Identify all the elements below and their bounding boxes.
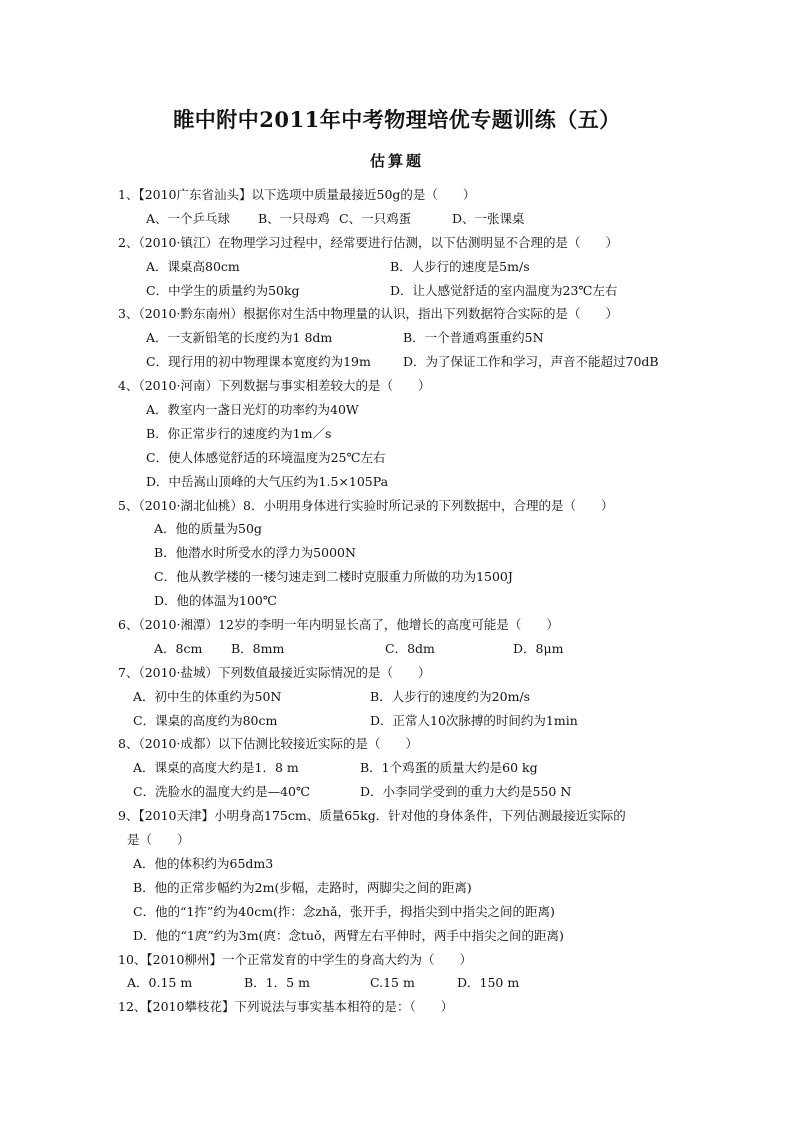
option-row bbox=[0, 326, 794, 350]
option-row bbox=[0, 900, 794, 924]
option-b: B、一只母鸡 bbox=[258, 210, 330, 226]
option-c: C．中学生的质量约为50kg bbox=[146, 282, 300, 298]
option-b: B．你正常步行的速度约为1m／s bbox=[146, 425, 332, 441]
option-row bbox=[0, 756, 794, 780]
option-row bbox=[0, 470, 794, 494]
option-b: B．人步行的速度约为20m/s bbox=[370, 688, 531, 704]
option-d: D．中岳嵩山顶峰的大气压约为1.5×105Pa bbox=[146, 473, 389, 489]
option-d: D．他的体温为100℃ bbox=[154, 593, 277, 609]
option-row bbox=[0, 924, 794, 948]
option-a: A、一个乒乓球 bbox=[146, 210, 231, 226]
option-d: D．他的“1庹”约为3m(庹：念tuǒ，两臂左右平伸时，两手中指尖之间的距离) bbox=[133, 927, 564, 943]
question-stem: 7、（2010·盐城）下列数值最接近实际情况的是（ ） bbox=[118, 664, 431, 680]
option-b: B．他潜水时所受水的浮力为5000N bbox=[154, 545, 356, 561]
question-10 bbox=[0, 948, 794, 972]
question-7 bbox=[0, 661, 794, 685]
question-list bbox=[0, 183, 794, 1019]
question-stem: 9、【2010天津】小明身高175cm、质量65kg．针对他的身体条件，下列估测最接近实际的 bbox=[118, 808, 626, 824]
option-c: C．8dm bbox=[385, 640, 435, 656]
option-row bbox=[0, 350, 794, 374]
question-5 bbox=[0, 494, 794, 518]
question-8 bbox=[0, 732, 794, 756]
option-b: B．一个普通鸡蛋重约5N bbox=[403, 330, 544, 346]
option-a: A．他的质量为50g bbox=[154, 521, 262, 537]
option-d: D．150 m bbox=[457, 975, 520, 991]
question-6 bbox=[0, 613, 794, 637]
option-row bbox=[0, 279, 794, 303]
option-d: D．让人感觉舒适的室内温度为23℃左右 bbox=[390, 282, 618, 298]
option-c: C．使人体感觉舒适的环境温度为25℃左右 bbox=[146, 449, 386, 465]
option-c: C．他的“1拃”约为40cm(拃：念zhǎ，张开手，拇指尖到中指尖之间的距离) bbox=[133, 903, 555, 919]
option-row bbox=[0, 517, 794, 541]
option-a: A．课桌的高度大约是1．8 m bbox=[133, 760, 299, 776]
option-row bbox=[0, 637, 794, 661]
option-row bbox=[0, 398, 794, 422]
option-c: C．他从教学楼的一楼匀速走到二楼时克服重力所做的功为1500J bbox=[154, 569, 513, 585]
page-title: 睢中附中2011年中考物理培优专题训练（五） bbox=[173, 107, 621, 132]
option-a: A．8cm bbox=[154, 640, 203, 656]
option-a: A．课桌高80cm bbox=[146, 258, 240, 274]
question-4 bbox=[0, 374, 794, 398]
option-row bbox=[0, 780, 794, 804]
question-stem: 2、（2010·镇江）在物理学习过程中，经常要进行估测，以下估测明显不合理的是（ ） bbox=[118, 234, 618, 250]
option-row bbox=[0, 446, 794, 470]
option-a: A．他的体积约为65dm3 bbox=[133, 855, 274, 871]
option-row bbox=[0, 565, 794, 589]
option-c: C．课桌的高度约为80cm bbox=[133, 712, 278, 728]
question-stem: 10、【2010柳州】一个正常发育的中学生的身高大约为（ ） bbox=[118, 951, 472, 967]
question-1 bbox=[0, 183, 794, 207]
option-row bbox=[0, 589, 794, 613]
option-a: A．0.15 m bbox=[127, 975, 193, 991]
option-b: B．他的正常步幅约为2m(步幅，走路时，两脚尖之间的距离) bbox=[133, 879, 472, 895]
option-b: B．人步行的速度是5m/s bbox=[390, 258, 530, 274]
question-stem: 是（ ） bbox=[127, 832, 190, 848]
option-row bbox=[0, 422, 794, 446]
question-stem: 6、（2010·湘潭）12岁的李明一年内明显长高了，他增长的高度可能是（ ） bbox=[118, 617, 559, 633]
section-subtitle: 估算题 bbox=[369, 152, 424, 170]
option-a: A．一支新铅笔的长度约为1 8dm bbox=[146, 330, 333, 346]
option-row bbox=[0, 852, 794, 876]
option-row bbox=[0, 207, 794, 231]
question-stem: 3、（2010·黔东南州）根据你对生活中物理量的认识，指出下列数据符合实际的是（ ） bbox=[118, 306, 618, 322]
option-d: D．8μm bbox=[513, 640, 564, 656]
option-d: D．小李同学受到的重力大约是550 N bbox=[360, 784, 572, 800]
option-c: C．洗脸水的温度大约是—40℃ bbox=[133, 784, 310, 800]
option-c: C．现行用的初中物理课本宽度约为19m bbox=[146, 354, 371, 370]
option-row bbox=[0, 255, 794, 279]
question-2 bbox=[0, 231, 794, 255]
question-stem: 4、（2010·河南）下列数据与事实相差较大的是（ ） bbox=[118, 378, 431, 394]
option-row bbox=[0, 876, 794, 900]
option-d: D、一张课桌 bbox=[452, 210, 525, 226]
question-stem-continued bbox=[0, 828, 794, 852]
option-b: B．8mm bbox=[231, 640, 285, 656]
option-a: A．初中生的体重约为50N bbox=[133, 688, 282, 704]
question-3 bbox=[0, 302, 794, 326]
option-d: D．正常人10次脉搏的时间约为1min bbox=[370, 712, 578, 728]
option-c: C、一只鸡蛋 bbox=[339, 210, 412, 226]
option-c: C.15 m bbox=[370, 975, 415, 991]
option-a: A．教室内一盏日光灯的功率约为40W bbox=[146, 402, 359, 418]
option-row bbox=[0, 971, 794, 995]
question-stem: 12、【2010攀枝花】下列说法与事实基本相符的是：（ ） bbox=[118, 999, 454, 1015]
question-stem: 5、（2010·湖北仙桃）8．小明用身体进行实验时所记录的下列数据中，合理的是（ ） bbox=[118, 497, 614, 513]
question-stem: 8、（2010·成都）以下估测比较接近实际的是（ ） bbox=[118, 736, 418, 752]
option-d: D．为了保证工作和学习，声音不能超过70dB bbox=[403, 354, 659, 370]
option-row bbox=[0, 541, 794, 565]
option-row bbox=[0, 685, 794, 709]
question-stem: 1、【2010广东省汕头】以下选项中质量最接近50g的是（ ） bbox=[118, 187, 476, 202]
question-12 bbox=[0, 995, 794, 1019]
option-b: B．1．5 m bbox=[244, 975, 310, 991]
option-b: B．1个鸡蛋的质量大约是60 kg bbox=[360, 760, 538, 776]
option-row bbox=[0, 709, 794, 733]
question-9 bbox=[0, 804, 794, 828]
